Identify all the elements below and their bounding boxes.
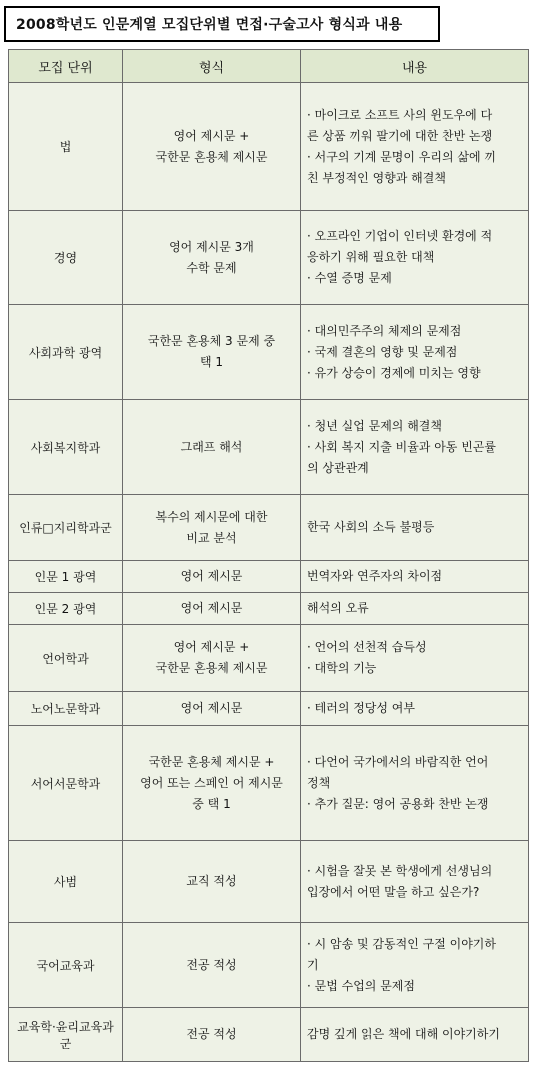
content-cell (301, 841, 529, 923)
content-line: 친 부정적인 영향과 해결책 (307, 170, 446, 185)
table-row (9, 593, 529, 625)
format-line: 교직 적성 (186, 874, 237, 888)
table-title-text: 2008학년도 인문계열 모집단위별 면접·구술고사 형식과 내용 (16, 17, 403, 33)
unit-cell (9, 83, 123, 211)
unit-text: 군 (59, 1036, 72, 1051)
content-line: 한국 사회의 소득 불평등 (307, 520, 435, 534)
format-cell (123, 83, 301, 211)
header-format: 형식 (123, 50, 301, 83)
format-cell (123, 593, 301, 625)
table-body (9, 83, 529, 1062)
format-line: 영어 제시문 (180, 601, 243, 615)
format-line: 영어 또는 스페인 어 제시문 (140, 775, 283, 790)
content-cell (301, 211, 529, 305)
content-line: · 시 암송 및 감동적인 구절 이야기하 (307, 936, 496, 951)
content-cell (301, 726, 529, 841)
format-line: 그래프 해석 (180, 439, 243, 454)
content-line: · 국제 결혼의 영향 및 문제점 (307, 344, 458, 359)
content-cell (301, 625, 529, 692)
table-row (9, 625, 529, 692)
unit-cell (9, 625, 123, 692)
table-title (4, 6, 440, 42)
content-line: · 문법 수업의 문제점 (307, 978, 415, 993)
table-row (9, 923, 529, 1008)
format-line: 전공 적성 (186, 957, 237, 972)
format-cell (123, 305, 301, 400)
format-line: 국한문 혼용체 제시문 + (148, 754, 275, 769)
unit-cell (9, 561, 123, 593)
header-content: 내용 (301, 50, 529, 83)
content-line: 른 상품 끼워 팔기에 대한 찬반 논쟁 (307, 128, 493, 143)
table-header-row (9, 50, 529, 83)
unit-cell (9, 923, 123, 1008)
content-line: 해석의 오류 (307, 601, 369, 615)
content-cell (301, 400, 529, 495)
content-line: · 서구의 기계 문명이 우리의 삶에 끼 (307, 149, 496, 164)
format-cell (123, 692, 301, 726)
content-cell (301, 83, 529, 211)
content-line: · 대의민주주의 체제의 문제점 (307, 323, 462, 338)
content-line: · 오프라인 기업이 인터넷 환경에 적 (307, 229, 493, 243)
content-line: · 마이크로 소프트 사의 윈도우에 다 (307, 107, 493, 122)
header-unit: 모집 단위 (9, 50, 123, 83)
content-cell (301, 923, 529, 1008)
format-line: 중 택 1 (192, 796, 231, 811)
unit-text: 경영 (53, 251, 78, 265)
format-line: 수학 문제 (186, 260, 237, 275)
unit-text: 사범 (53, 875, 78, 889)
content-line: · 언어의 선천적 습득성 (307, 640, 427, 654)
format-line: 영어 제시문 3개 (169, 239, 254, 254)
table-row (9, 841, 529, 923)
table-row (9, 692, 529, 726)
content-line: · 청년 실업 문제의 해결책 (307, 418, 442, 433)
unit-text: 서어서문학과 (30, 776, 101, 791)
table-row (9, 211, 529, 305)
content-line: · 수열 증명 문제 (307, 271, 392, 285)
unit-cell (9, 400, 123, 495)
content-line: · 다언어 국가에서의 바람직한 언어 (307, 754, 489, 769)
content-line: · 유가 상승이 경제에 미치는 영향 (307, 365, 481, 380)
format-cell (123, 1008, 301, 1062)
format-line: 영어 제시문 (180, 701, 243, 715)
unit-cell (9, 841, 123, 923)
content-line: 정책 (307, 775, 331, 790)
table-row (9, 400, 529, 495)
unit-text: 인류□지리학과군 (19, 521, 112, 535)
table-row (9, 726, 529, 841)
format-line: 비교 분석 (186, 530, 237, 545)
content-line: 기 (307, 957, 319, 972)
format-line: 국한문 혼용체 3 문제 중 (147, 334, 276, 348)
format-cell (123, 495, 301, 561)
table-row (9, 1008, 529, 1062)
content-cell (301, 561, 529, 593)
format-cell (123, 211, 301, 305)
unit-text: 사회과학 광역 (28, 345, 103, 360)
content-line: 번역자와 연주자의 차이점 (307, 569, 443, 583)
content-cell (301, 1008, 529, 1062)
format-cell (123, 726, 301, 841)
format-cell (123, 923, 301, 1008)
format-line: 영어 제시문 (180, 569, 243, 583)
unit-cell (9, 726, 123, 841)
format-cell (123, 625, 301, 692)
table-row (9, 495, 529, 561)
unit-cell (9, 495, 123, 561)
content-line: · 사회 복지 지출 비율과 아동 빈곤률 (307, 439, 496, 454)
format-cell (123, 400, 301, 495)
unit-cell (9, 305, 123, 400)
content-line: · 시험을 잘못 본 학생에게 선생님의 (307, 863, 493, 878)
unit-text: 국어교육과 (36, 958, 95, 973)
format-line: 복수의 제시문에 대한 (155, 509, 268, 524)
table-row (9, 83, 529, 211)
unit-text: 인문 1 광역 (34, 570, 97, 584)
unit-cell (9, 692, 123, 726)
format-line: 영어 제시문 + (173, 640, 250, 654)
content-line: · 대학의 기능 (307, 661, 377, 675)
format-cell (123, 841, 301, 923)
unit-cell (9, 211, 123, 305)
unit-text: 언어학과 (42, 651, 89, 666)
content-cell (301, 593, 529, 625)
format-line: 국한문 혼용체 제시문 (155, 149, 268, 164)
content-line: · 추가 질문: 영어 공용화 찬반 논쟁 (307, 796, 489, 811)
format-line: 택 1 (199, 355, 224, 369)
unit-text: 사회복지학과 (30, 440, 101, 455)
unit-text: 노어노문학과 (30, 702, 101, 716)
content-line: 의 상관관계 (307, 460, 369, 475)
unit-cell (9, 593, 123, 625)
content-cell (301, 305, 529, 400)
table-row (9, 561, 529, 593)
unit-text: 교육학·윤리교육과 (17, 1019, 114, 1034)
table-row (9, 305, 529, 400)
unit-cell (9, 1008, 123, 1062)
format-cell (123, 561, 301, 593)
format-line: 영어 제시문 + (173, 128, 250, 143)
content-line: 감명 깊게 읽은 책에 대해 이야기하기 (307, 1027, 500, 1041)
content-cell (301, 692, 529, 726)
content-line: 입장에서 어떤 말을 하고 싶은가? (307, 884, 480, 899)
format-line: 전공 적성 (186, 1027, 237, 1041)
unit-text: 인문 2 광역 (34, 602, 97, 616)
content-line: 응하기 위해 필요한 대책 (307, 250, 435, 264)
content-line: · 테러의 정당성 여부 (307, 701, 415, 715)
content-cell (301, 495, 529, 561)
admission-format-table (8, 49, 529, 1062)
format-line: 국한문 혼용체 제시문 (155, 661, 268, 675)
unit-text: 법 (59, 140, 72, 154)
